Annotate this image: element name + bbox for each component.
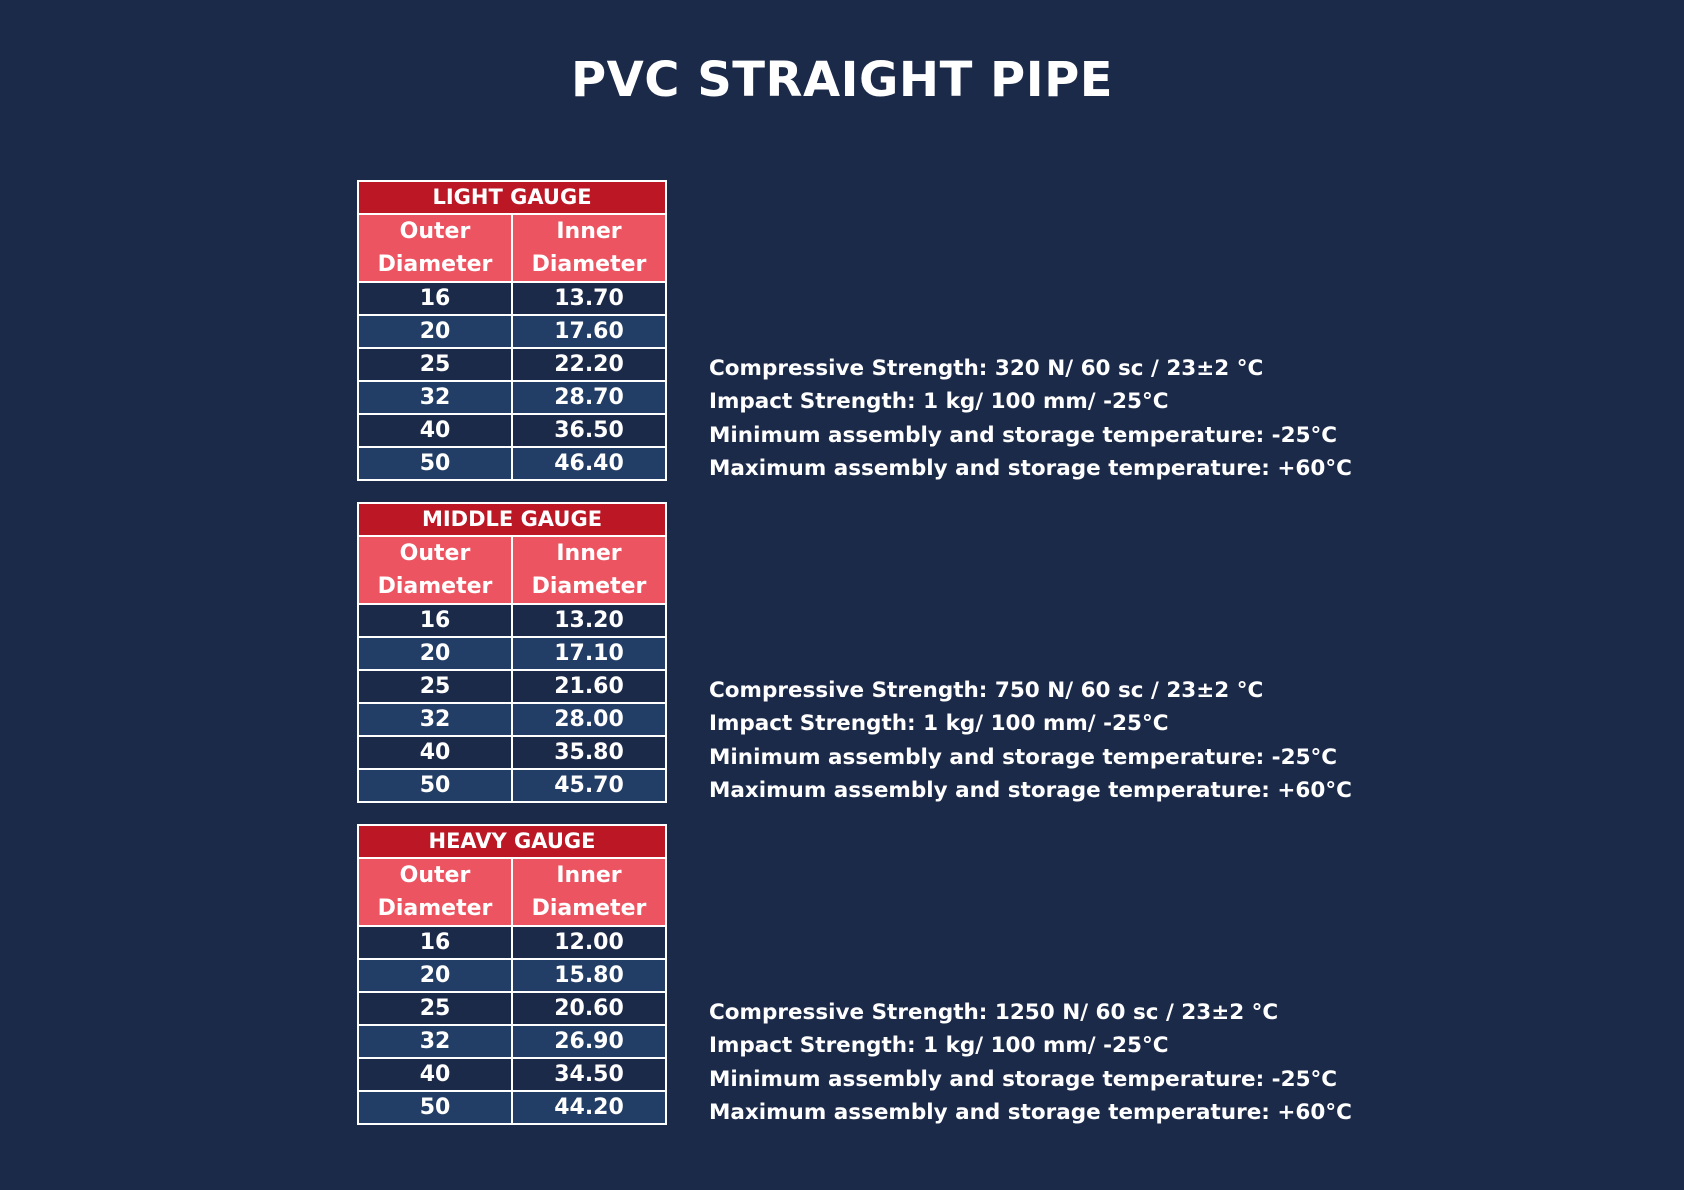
inner-diameter-cell: 21.60 — [512, 670, 666, 703]
table-row — [358, 1091, 666, 1124]
table-row — [358, 736, 666, 769]
min-temperature-text: Minimum assembly and storage temperature: -25°C — [709, 744, 1338, 770]
light-gauge-section — [0, 180, 1684, 480]
outer-diameter-cell: 32 — [358, 381, 512, 414]
max-temperature-text: Maximum assembly and storage temperature: +60°C — [709, 777, 1352, 803]
inner-diameter-cell: 28.70 — [512, 381, 666, 414]
inner-diameter-header: Inner Diameter — [512, 858, 666, 926]
outer-diameter-cell: 25 — [358, 348, 512, 381]
light-gauge-table — [357, 180, 667, 481]
table-row — [358, 1058, 666, 1091]
inner-diameter-cell: 34.50 — [512, 1058, 666, 1091]
table-row — [358, 348, 666, 381]
min-temperature-text: Minimum assembly and storage temperature: -25°C — [709, 422, 1338, 448]
inner-diameter-cell: 46.40 — [512, 447, 666, 480]
outer-diameter-header: Outer Diameter — [358, 214, 512, 282]
outer-diameter-cell: 40 — [358, 736, 512, 769]
middle-gauge-section — [0, 502, 1684, 802]
inner-diameter-cell: 13.70 — [512, 282, 666, 315]
outer-diameter-cell: 40 — [358, 414, 512, 447]
inner-diameter-cell: 44.20 — [512, 1091, 666, 1124]
impact-strength-text: Impact Strength: 1 kg/ 100 mm/ -25°C — [709, 389, 1169, 415]
outer-diameter-cell: 50 — [358, 447, 512, 480]
table-row — [358, 282, 666, 315]
inner-diameter-cell: 35.80 — [512, 736, 666, 769]
heavy-gauge-table — [357, 824, 667, 1125]
outer-diameter-cell: 20 — [358, 959, 512, 992]
inner-diameter-header: Inner Diameter — [512, 214, 666, 282]
gauge-title: MIDDLE GAUGE — [358, 503, 666, 536]
outer-diameter-cell: 32 — [358, 1025, 512, 1058]
outer-diameter-cell: 50 — [358, 769, 512, 802]
table-row — [358, 637, 666, 670]
outer-diameter-cell: 20 — [358, 315, 512, 348]
table-row — [358, 414, 666, 447]
outer-diameter-cell: 25 — [358, 670, 512, 703]
inner-diameter-cell: 28.00 — [512, 703, 666, 736]
max-temperature-text: Maximum assembly and storage temperature: +60°C — [709, 455, 1352, 481]
outer-diameter-cell: 20 — [358, 637, 512, 670]
table-row — [358, 447, 666, 480]
inner-diameter-cell: 15.80 — [512, 959, 666, 992]
outer-diameter-cell: 50 — [358, 1091, 512, 1124]
page-title: PVC STRAIGHT PIPE — [570, 52, 1114, 108]
table-row — [358, 992, 666, 1025]
inner-diameter-cell: 12.00 — [512, 926, 666, 959]
inner-diameter-cell: 26.90 — [512, 1025, 666, 1058]
inner-diameter-cell: 22.20 — [512, 348, 666, 381]
compressive-strength-text: Compressive Strength: 750 N/ 60 sc / 23±2 °C — [709, 678, 1264, 703]
impact-strength-text: Impact Strength: 1 kg/ 100 mm/ -25°C — [709, 1033, 1169, 1059]
table-row — [358, 926, 666, 959]
min-temperature-text: Minimum assembly and storage temperature: -25°C — [709, 1066, 1338, 1092]
table-row — [358, 959, 666, 992]
light-gauge-specs — [709, 352, 1609, 485]
heavy-gauge-specs — [709, 996, 1609, 1129]
compressive-strength-text: Compressive Strength: 320 N/ 60 sc / 23±2 °C — [709, 356, 1264, 381]
table-row — [358, 670, 666, 703]
inner-diameter-cell: 13.20 — [512, 604, 666, 637]
outer-diameter-cell: 16 — [358, 604, 512, 637]
heavy-gauge-section — [0, 824, 1684, 1124]
outer-diameter-cell: 32 — [358, 703, 512, 736]
inner-diameter-cell: 45.70 — [512, 769, 666, 802]
inner-diameter-cell: 36.50 — [512, 414, 666, 447]
outer-diameter-cell: 16 — [358, 282, 512, 315]
table-row — [358, 315, 666, 348]
max-temperature-text: Maximum assembly and storage temperature: +60°C — [709, 1099, 1352, 1125]
outer-diameter-header: Outer Diameter — [358, 858, 512, 926]
table-row — [358, 1025, 666, 1058]
outer-diameter-header: Outer Diameter — [358, 536, 512, 604]
middle-gauge-table — [357, 502, 667, 803]
table-row — [358, 769, 666, 802]
compressive-strength-text: Compressive Strength: 1250 N/ 60 sc / 23±2 °C — [709, 1000, 1279, 1025]
outer-diameter-cell: 40 — [358, 1058, 512, 1091]
middle-gauge-specs — [709, 674, 1609, 807]
outer-diameter-cell: 16 — [358, 926, 512, 959]
table-row — [358, 604, 666, 637]
impact-strength-text: Impact Strength: 1 kg/ 100 mm/ -25°C — [709, 711, 1169, 737]
inner-diameter-cell: 17.60 — [512, 315, 666, 348]
outer-diameter-cell: 25 — [358, 992, 512, 1025]
gauge-title: HEAVY GAUGE — [358, 825, 666, 858]
inner-diameter-cell: 17.10 — [512, 637, 666, 670]
inner-diameter-cell: 20.60 — [512, 992, 666, 1025]
inner-diameter-header: Inner Diameter — [512, 536, 666, 604]
gauge-title: LIGHT GAUGE — [358, 181, 666, 214]
table-row — [358, 703, 666, 736]
table-row — [358, 381, 666, 414]
